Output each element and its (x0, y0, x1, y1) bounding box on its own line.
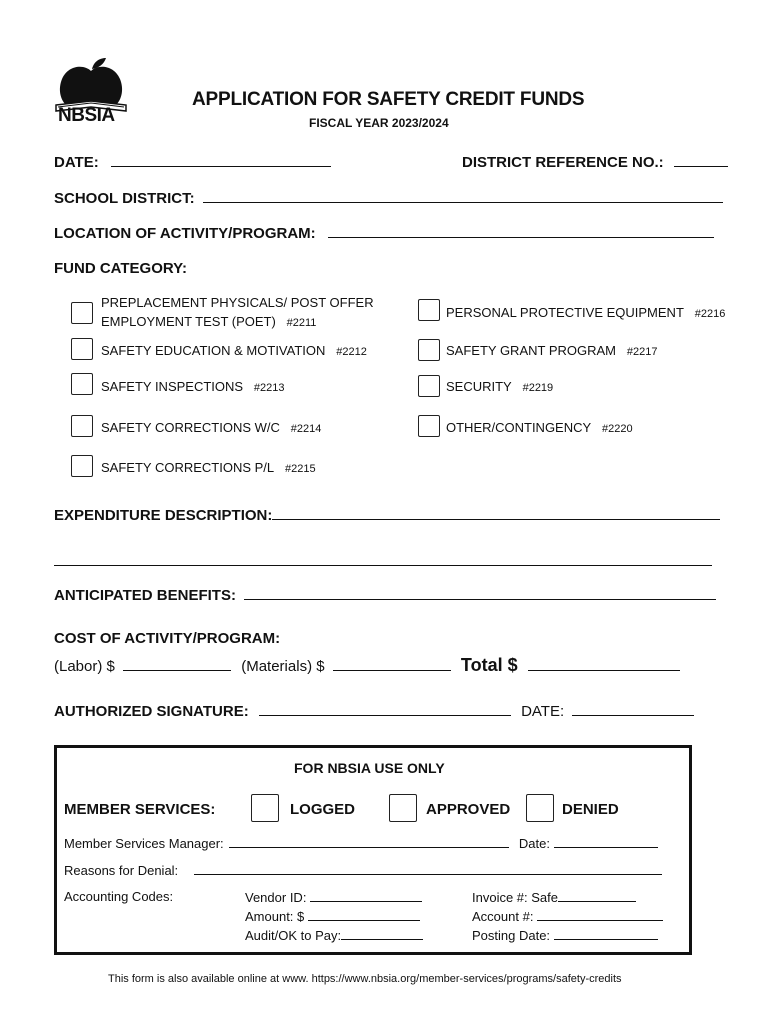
benefits-label: ANTICIPATED BENEFITS: (54, 587, 236, 604)
total-field[interactable] (528, 656, 680, 671)
location-row (54, 223, 714, 242)
option-2215 (101, 458, 316, 479)
fund-category-label: FUND CATEGORY: (54, 260, 188, 277)
expenditure-field[interactable] (272, 505, 720, 520)
logged-label: LOGGED (290, 801, 356, 818)
option-2211-line1: PREPLACEMENT PHYSICALS/ POST OFFER (101, 295, 374, 310)
invoice-row (472, 889, 636, 905)
manager-label: Member Services Manager: (64, 836, 224, 851)
fiscal-year: FISCAL YEAR 2023/2024 (309, 116, 449, 130)
labor-field[interactable] (123, 656, 231, 671)
option-2216-code: #2216 (694, 308, 726, 320)
district-ref-field[interactable] (674, 152, 728, 167)
location-field[interactable] (328, 223, 714, 238)
option-2219 (446, 377, 553, 398)
benefits-row (54, 585, 716, 604)
reasons-field[interactable] (194, 862, 662, 875)
checkbox-2211[interactable] (71, 302, 93, 324)
amount-label: Amount: $ (245, 909, 305, 924)
checkbox-2219[interactable] (418, 375, 440, 397)
invoice-label: Invoice #: Safe (472, 890, 558, 905)
posting-field[interactable] (554, 927, 658, 940)
option-2214 (101, 418, 321, 439)
checkbox-2214[interactable] (71, 415, 93, 437)
option-2220-code: #2220 (602, 423, 633, 435)
school-district-label: SCHOOL DISTRICT: (54, 190, 195, 207)
approved-label: APPROVED (426, 801, 511, 818)
reasons-label: Reasons for Denial: (64, 863, 179, 878)
signature-row (54, 701, 694, 720)
option-2220-label: OTHER/CONTINGENCY (446, 420, 592, 435)
checkbox-2220[interactable] (418, 415, 440, 437)
option-2215-code: #2215 (284, 463, 316, 475)
option-2212-label: SAFETY EDUCATION & MOTIVATION (101, 343, 326, 358)
signature-field[interactable] (259, 701, 511, 716)
option-2213-code: #2213 (253, 382, 285, 394)
checkbox-2212[interactable] (71, 338, 93, 360)
nbsia-logo (54, 55, 128, 129)
invoice-field[interactable] (558, 889, 636, 902)
audit-field[interactable] (341, 927, 423, 940)
posting-row (472, 927, 658, 943)
location-label: LOCATION OF ACTIVITY/PROGRAM: (54, 225, 316, 242)
total-label: Total $ (460, 655, 518, 675)
option-2217-label: SAFETY GRANT PROGRAM (446, 343, 616, 358)
posting-label: Posting Date: (472, 928, 551, 943)
option-2216 (446, 303, 725, 324)
reasons-row (64, 862, 662, 878)
materials-field[interactable] (333, 656, 451, 671)
form-title: APPLICATION FOR SAFETY CREDIT FUNDS (192, 89, 585, 110)
denied-checkbox[interactable] (526, 794, 554, 822)
member-services-label: MEMBER SERVICES: (64, 801, 216, 818)
school-district-row (54, 188, 723, 207)
cost-label: COST OF ACTIVITY/PROGRAM: (54, 630, 281, 647)
checkbox-2213[interactable] (71, 373, 93, 395)
option-2220 (446, 418, 633, 439)
option-2211 (101, 293, 374, 333)
sig-date-label: DATE: (521, 703, 565, 720)
vendor-field[interactable] (310, 889, 422, 902)
expenditure-field-line2[interactable] (54, 551, 712, 566)
audit-row (245, 927, 423, 943)
school-district-field[interactable] (203, 188, 723, 203)
accounting-label: Accounting Codes: (64, 889, 174, 904)
option-2216-label: PERSONAL PROTECTIVE EQUIPMENT (446, 305, 684, 320)
manager-row (64, 835, 658, 851)
nbsia-use-box (54, 745, 692, 955)
checkbox-2217[interactable] (418, 339, 440, 361)
date-label: DATE: (54, 154, 99, 171)
option-2213 (101, 377, 285, 398)
option-2217 (446, 341, 657, 362)
option-2217-code: #2217 (626, 346, 658, 358)
option-2219-code: #2219 (522, 382, 554, 394)
option-2213-label: SAFETY INSPECTIONS (101, 379, 244, 394)
cost-row (54, 655, 680, 676)
denied-label: DENIED (562, 801, 619, 818)
option-2214-label: SAFETY CORRECTIONS W/C (101, 420, 280, 435)
option-2215-label: SAFETY CORRECTIONS P/L (101, 460, 275, 475)
option-2214-code: #2214 (290, 423, 322, 435)
manager-date-label: Date: (518, 836, 550, 851)
expenditure-label: EXPENDITURE DESCRIPTION: (54, 507, 273, 524)
manager-field[interactable] (229, 835, 509, 848)
option-2211-code: #2211 (286, 317, 317, 329)
checkbox-2215[interactable] (71, 455, 93, 477)
labor-label: (Labor) $ (54, 658, 115, 675)
logo-text: NBSIA (58, 105, 115, 126)
amount-row (245, 908, 420, 924)
option-2212 (101, 341, 367, 362)
vendor-row (245, 889, 422, 905)
account-label: Account #: (472, 909, 534, 924)
option-2211-line2: EMPLOYMENT TEST (POET) (101, 314, 276, 329)
district-ref-label: DISTRICT REFERENCE NO.: (462, 154, 664, 171)
benefits-field[interactable] (244, 585, 716, 600)
materials-label: (Materials) $ (241, 658, 325, 675)
audit-label: Audit/OK to Pay: (245, 928, 342, 943)
nbsia-use-heading: FOR NBSIA USE ONLY (294, 760, 445, 776)
checkbox-2216[interactable] (418, 299, 440, 321)
option-2212-code: #2212 (336, 346, 367, 358)
sig-date-field[interactable] (572, 701, 694, 716)
option-2219-label: SECURITY (446, 379, 512, 394)
account-field[interactable] (537, 908, 663, 921)
amount-field[interactable] (308, 908, 420, 921)
logged-checkbox[interactable] (251, 794, 279, 822)
vendor-label: Vendor ID: (245, 890, 307, 905)
date-row (54, 152, 331, 171)
district-ref-row (462, 152, 728, 171)
approved-checkbox[interactable] (389, 794, 417, 822)
manager-date-field[interactable] (554, 835, 658, 848)
expenditure-row (54, 505, 720, 524)
signature-label: AUTHORIZED SIGNATURE: (54, 703, 249, 720)
date-field[interactable] (111, 152, 331, 167)
footer-note: This form is also available online at www. https://www.nbsia.org/member-services/programs/safety-credits (108, 973, 622, 985)
account-row (472, 908, 663, 924)
